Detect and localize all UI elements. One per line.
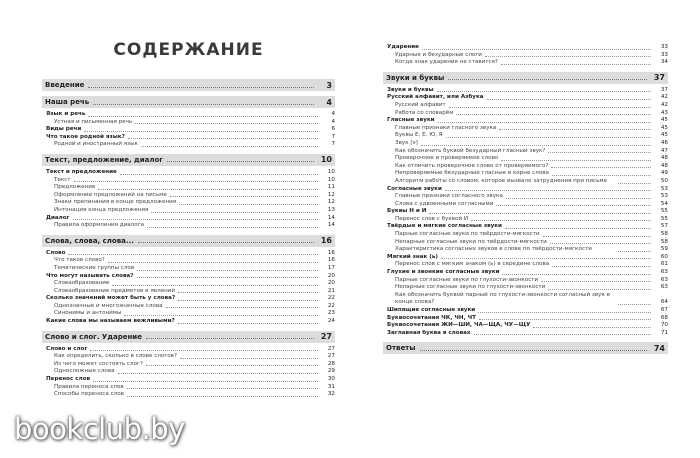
toc-page-number: 33 <box>660 44 668 50</box>
dot-leader <box>128 138 318 139</box>
toc-page-number: 10 <box>327 176 335 183</box>
dot-leader <box>120 174 318 175</box>
toc-entry-title: Предложение <box>54 184 96 191</box>
dot-leader <box>618 304 651 305</box>
toc-heading <box>42 134 335 142</box>
toc-page-number: 7 <box>331 133 335 140</box>
toc-page-number: 45 <box>660 132 668 139</box>
toc-heading <box>383 223 668 231</box>
toc-page-number: 4 <box>326 97 332 107</box>
toc-page-number: 55 <box>660 208 668 215</box>
toc-page-number: 4 <box>331 118 335 125</box>
dot-leader <box>178 300 318 301</box>
toc-heading <box>42 346 335 354</box>
toc-section <box>42 154 335 166</box>
dot-leader <box>178 323 318 324</box>
dot-leader <box>88 116 318 117</box>
toc-page-number: 20 <box>327 272 335 279</box>
toc-entry-title: Словаобразование предметов и явлений <box>54 287 176 294</box>
toc-page-number: 33 <box>660 51 668 58</box>
dot-leader <box>618 183 651 184</box>
dot-leader <box>449 107 651 108</box>
toc-heading <box>383 269 668 277</box>
toc-page-number: 63 <box>660 269 668 276</box>
dot-leader <box>68 254 318 255</box>
toc-entry <box>42 303 335 311</box>
toc-section <box>383 342 668 354</box>
toc-entry-title: Перенос слов с буквой Й <box>395 215 469 222</box>
toc-page-number: 29 <box>327 368 335 375</box>
toc-heading <box>383 307 668 315</box>
toc-entry-title: Синонимы и антонимы <box>54 310 122 317</box>
dot-leader <box>541 281 651 282</box>
toc-entry <box>42 353 335 361</box>
toc-entry-title: Родной и иностранный язык <box>54 141 138 148</box>
dot-leader <box>501 160 651 161</box>
toc-entry <box>383 246 668 254</box>
toc-entry-title: Что такое слово? <box>54 257 105 264</box>
toc-entry <box>383 52 668 60</box>
toc-heading <box>383 322 668 330</box>
toc-page-number: 42 <box>660 94 668 101</box>
toc-entry-title: Слово и слог <box>46 345 88 352</box>
toc-entry-title: Звуки и буквы <box>386 73 445 82</box>
toc-entry-title: Устная и письменная речь <box>54 118 133 125</box>
toc-entry <box>42 199 335 207</box>
dot-leader <box>179 204 318 205</box>
toc-entry-title: Главные признаки гласного звука <box>395 124 497 131</box>
toc-page-number: 14 <box>327 214 335 221</box>
toc-entry <box>42 265 335 273</box>
toc-page-number: 21 <box>327 287 335 294</box>
dot-leader <box>552 266 651 267</box>
toc-entry-title: Буквосочетания ЖИ—ШИ, ЧА—ЩА, ЧУ—ЩУ <box>387 322 531 329</box>
toc-page-number: 58 <box>660 231 668 238</box>
dot-leader <box>618 251 651 252</box>
dot-leader <box>551 167 651 168</box>
toc-page-number: 55 <box>660 215 668 222</box>
toc-entry-title: Как обозначить буквой безударный гласный звук? <box>395 147 546 154</box>
toc-entry-title: Парные согласные звуки по твёрдости-мягкости <box>395 231 540 238</box>
toc-page-number: 70 <box>660 322 668 329</box>
toc-entry-title: Шипящие согласные звуки <box>387 307 476 313</box>
toc-page-number: 7 <box>331 141 335 148</box>
toc-heading <box>42 376 335 384</box>
toc-entry-title: Текст <box>54 176 71 183</box>
toc-entry <box>383 140 668 148</box>
toc-heading <box>42 169 335 177</box>
toc-entry <box>42 192 335 200</box>
dot-leader <box>112 285 318 286</box>
toc-entry-title: Слова, слова, слова... <box>45 236 134 245</box>
toc-page-number: 10 <box>327 168 335 175</box>
dot-leader <box>429 213 651 214</box>
toc-entry-title: Текст, предложение, диалог <box>45 155 163 164</box>
dot-leader <box>422 49 651 50</box>
toc-page-number: 58 <box>660 238 668 245</box>
toc-left-column <box>42 74 335 399</box>
toc-entry-title: Согласные звуки <box>387 185 442 192</box>
toc-page-number: 37 <box>653 73 665 83</box>
toc-entry <box>383 193 668 201</box>
toc-page-number: 59 <box>660 246 668 253</box>
toc-heading <box>42 295 335 303</box>
dot-leader <box>445 190 651 191</box>
toc-heading <box>383 44 668 52</box>
toc-page-number: 12 <box>327 199 335 206</box>
toc-page-number: 31 <box>327 383 335 390</box>
dot-leader <box>146 334 314 339</box>
toc-section <box>42 79 335 91</box>
dot-leader <box>166 307 318 308</box>
toc-entry <box>42 368 335 376</box>
toc-entry-title: Непарные согласные звуки по глухости-звонкости <box>395 284 546 291</box>
toc-entry-title: Алгоритм работы со словом, которое вызвало затруднения при письме <box>395 177 608 184</box>
toc-entry-title: Что такое родной язык? <box>46 133 125 140</box>
dot-leader <box>485 56 651 57</box>
toc-entry-title: Как отличить проверочное слово от проверяемого? <box>395 162 549 169</box>
toc-page-number: 63 <box>660 276 668 283</box>
toc-page-number: 3 <box>326 80 332 90</box>
toc-entry-title: Текст и предложение <box>46 168 117 175</box>
dot-leader <box>448 75 647 80</box>
toc-entry <box>383 201 668 209</box>
toc-page-number: 13 <box>327 206 335 213</box>
toc-entry-title: Правила оформления диалога <box>54 222 145 229</box>
toc-page-number: 54 <box>660 200 668 207</box>
toc-entry <box>383 277 668 285</box>
toc-entry-title: Буквы Е, Ё, Ю, Я <box>395 132 443 139</box>
toc-page-number: 53 <box>660 193 668 200</box>
toc-entry-title: Знаки препинания в конце предложения <box>54 199 177 206</box>
toc-entry <box>42 257 335 265</box>
toc-page-number: 34 <box>660 59 668 66</box>
toc-entry <box>383 261 668 269</box>
toc-entry-title: Непроверяемые безударные гласные в корне слова <box>395 170 549 177</box>
toc-entry-title: Твёрдые и мягкие согласные звуки <box>387 223 502 230</box>
dot-leader <box>137 270 318 271</box>
toc-page-number: 42 <box>660 101 668 108</box>
toc-page-number: 20 <box>327 280 335 287</box>
toc-entry-title: Наша речь <box>45 98 90 106</box>
toc-page-number: 27 <box>327 345 335 352</box>
toc-entry-title: Русский алфавит, или Азбука <box>387 94 484 101</box>
dot-leader <box>420 346 647 351</box>
toc-entry-title: Мягкий знак (ь) <box>387 253 438 260</box>
toc-page-number: 45 <box>660 117 668 124</box>
dot-leader <box>438 122 651 123</box>
toc-entry-title: Сколько значений может быть у слова? <box>46 295 176 302</box>
toc-entry-title: Словаобразование <box>54 280 110 287</box>
toc-heading <box>42 273 335 281</box>
toc-page-number: 43 <box>660 109 668 116</box>
toc-entry-title: Способы переноса слов <box>54 391 124 398</box>
toc-entry <box>383 178 668 186</box>
toc-entry-title: Парные согласные звуки по глухости-звонкости <box>395 276 539 283</box>
toc-page-number: 45 <box>660 124 668 131</box>
toc-entry-title: Работа со словарём <box>395 109 454 116</box>
dot-leader <box>74 181 318 182</box>
toc-right-column <box>383 44 668 357</box>
toc-entry <box>383 102 668 110</box>
dot-leader <box>137 277 318 278</box>
toc-entry-title: Характеристика согласных звуков в слове по твёрдости-мягкости <box>395 246 592 253</box>
dot-leader <box>446 137 651 138</box>
toc-page-number: 63 <box>660 284 668 291</box>
toc-page-number: 16 <box>327 257 335 264</box>
toc-page-number: 60 <box>660 253 668 260</box>
toc-entry-title: Виды речи <box>46 126 82 133</box>
dot-leader <box>124 315 318 316</box>
dot-leader <box>127 388 318 389</box>
toc-entry-title: Главные признаки согласного звука <box>395 193 503 200</box>
watermark-logo: bookclub.by <box>14 412 185 446</box>
toc-entry <box>42 391 335 399</box>
dot-leader <box>502 274 651 275</box>
toc-page-number: 37 <box>660 86 668 93</box>
toc-entry-title: Перенос слов с мягким знаком (ь) в середине слова <box>395 261 550 268</box>
toc-entry-title: Непарные согласные звуки по твёрдости-мягкости <box>395 238 547 245</box>
toc-page-number: 47 <box>660 147 668 154</box>
toc-entry <box>42 222 335 230</box>
dot-leader <box>151 212 318 213</box>
toc-entry-title: Что могут называть слова? <box>46 272 134 279</box>
toc-page-number: 22 <box>327 302 335 309</box>
dot-leader <box>441 258 651 259</box>
dot-leader <box>505 228 651 229</box>
toc-entry-title: Диалог <box>46 214 70 221</box>
toc-entry <box>42 119 335 127</box>
toc-entry-title: Как определить, сколько в слове слогов? <box>54 353 177 360</box>
toc-entry <box>383 216 668 224</box>
toc-entry <box>383 132 668 140</box>
toc-page-number: 67 <box>660 307 668 313</box>
dot-leader <box>543 236 651 237</box>
toc-entry <box>383 148 668 156</box>
dot-leader <box>550 243 651 244</box>
toc-entry-title: Односложные слова <box>54 368 115 375</box>
dot-leader <box>135 123 318 124</box>
toc-page-number: 28 <box>327 360 335 367</box>
toc-heading <box>42 318 335 326</box>
toc-page-number: 6 <box>331 126 335 133</box>
toc-entry <box>383 155 668 163</box>
toc-entry-title: Однозначные и многозначные слова <box>54 302 163 309</box>
toc-entry <box>383 163 668 171</box>
toc-entry-title: Слова с удвоенными согласными <box>395 200 494 207</box>
dot-leader <box>496 205 651 206</box>
toc-page-number: 23 <box>327 310 335 317</box>
toc-page-number: 16 <box>327 249 335 256</box>
toc-entry-title: Тематические группы слов <box>54 264 135 271</box>
toc-page-number: 57 <box>660 223 668 230</box>
toc-page-number: 10 <box>320 155 332 165</box>
toc-entry-title: Слово и слог. Ударение <box>45 332 142 341</box>
dot-leader <box>421 145 651 146</box>
toc-heading <box>383 254 668 262</box>
toc-entry-title: Буквы Н и Й <box>387 208 427 215</box>
toc-entry <box>42 141 335 149</box>
toc-heading <box>383 186 668 194</box>
toc-entry-title: Заглавная буква в словах <box>387 329 471 336</box>
toc-entry-title: Какие слова мы называем вежливыми? <box>46 318 175 325</box>
toc-entry-title: Слово <box>46 249 66 256</box>
toc-entry <box>42 184 335 192</box>
dot-leader <box>108 262 318 263</box>
toc-page-number: 27 <box>327 353 335 360</box>
toc-entry-title: Звук [э] <box>395 139 418 146</box>
toc-page-number: 46 <box>660 139 668 146</box>
dot-leader <box>548 152 651 153</box>
toc-entry-title: Ответы <box>386 344 416 353</box>
toc-entry <box>42 207 335 215</box>
dot-leader <box>73 219 318 220</box>
toc-entry <box>42 288 335 296</box>
toc-page-number: 32 <box>327 391 335 398</box>
dot-leader <box>178 292 318 293</box>
toc-entry-title: Как обозначить буквой парный по глухости-звонкости согласный звук в конце слова? <box>395 291 610 306</box>
toc-entry-title: Русский алфавит <box>395 101 446 108</box>
toc-heading <box>383 208 668 216</box>
dot-leader <box>479 319 651 320</box>
toc-page-number: 71 <box>660 329 668 336</box>
toc-entry-title: Интонация конца предложения <box>54 206 149 213</box>
toc-entry-title: Гласные звуки <box>387 117 435 124</box>
toc-entry-title: Ударение <box>387 44 419 50</box>
toc-section <box>42 96 335 108</box>
toc-heading <box>383 330 668 338</box>
toc-page-number: 11 <box>327 184 335 191</box>
toc-entry <box>42 280 335 288</box>
toc-entry <box>383 292 668 307</box>
dot-leader <box>138 238 314 243</box>
toc-page-number: 50 <box>660 177 668 184</box>
toc-entry <box>383 284 668 292</box>
dot-leader <box>552 175 651 176</box>
dot-leader <box>180 358 318 359</box>
toc-heading <box>383 117 668 125</box>
toc-entry-title: Буквосочетания ЧК, ЧН, ЧТ <box>387 314 476 321</box>
toc-entry-title: Введение <box>45 81 85 89</box>
dot-leader <box>501 64 651 65</box>
dot-leader <box>88 83 314 88</box>
toc-entry-title: Правила переноса слов <box>54 383 124 390</box>
dot-leader <box>437 91 651 92</box>
toc-page-number: 53 <box>660 185 668 192</box>
toc-entry-title: Из чего может состоять слог? <box>54 360 143 367</box>
dot-leader <box>147 227 318 228</box>
dot-leader <box>127 396 318 397</box>
toc-entry-title: Глухие и звонкие согласные звуки <box>387 269 500 276</box>
toc-entry <box>383 170 668 178</box>
dot-leader <box>506 198 651 199</box>
dot-leader <box>487 99 651 100</box>
toc-page-number: 4 <box>331 111 335 117</box>
toc-section <box>383 72 668 84</box>
dot-leader <box>141 146 318 147</box>
toc-entry-title: Ударные и безударные слоги <box>395 51 482 58</box>
toc-entry-title: Звуки и буквы <box>387 86 434 93</box>
toc-entry <box>383 239 668 247</box>
toc-page-number: 14 <box>327 222 335 229</box>
dot-leader <box>146 365 318 366</box>
toc-heading <box>42 111 335 119</box>
toc-page-number: 68 <box>660 314 668 321</box>
dot-leader <box>98 189 318 190</box>
toc-page-number: 22 <box>327 295 335 302</box>
toc-heading <box>42 250 335 258</box>
dot-leader <box>118 373 318 374</box>
toc-page-number: 48 <box>660 162 668 169</box>
toc-section <box>42 331 335 343</box>
dot-leader <box>93 100 314 105</box>
toc-page-number: 48 <box>660 155 668 162</box>
toc-entry <box>383 125 668 133</box>
toc-page-number: 24 <box>327 318 335 325</box>
toc-entry-title: Язык и речь <box>46 111 86 117</box>
toc-entry <box>42 177 335 185</box>
toc-heading <box>42 215 335 223</box>
dot-leader <box>170 196 318 197</box>
dot-leader <box>533 327 651 328</box>
dot-leader <box>456 114 651 115</box>
toc-entry-title: Перенос слов <box>46 376 91 383</box>
toc-entry-title: Оформление предложений на письме <box>54 191 167 198</box>
toc-heading <box>42 126 335 134</box>
dot-leader <box>478 312 651 313</box>
dot-leader <box>548 289 651 290</box>
toc-entry <box>42 310 335 318</box>
toc-heading <box>383 87 668 95</box>
toc-page-number: 27 <box>320 332 332 342</box>
toc-section <box>42 235 335 247</box>
toc-page-number: 74 <box>653 343 665 353</box>
page-title: СОДЕРЖАНИЕ <box>113 40 264 60</box>
dot-leader <box>167 157 314 162</box>
toc-entry-title: Когда знак ударения не ставится? <box>395 59 498 66</box>
toc-entry <box>42 384 335 392</box>
toc-page-number: 16 <box>320 236 332 246</box>
toc-page-number: 64 <box>660 299 668 306</box>
dot-leader <box>474 334 651 335</box>
toc-heading <box>383 94 668 102</box>
toc-page-number: 49 <box>660 170 668 177</box>
dot-leader <box>93 381 318 382</box>
dot-leader <box>90 350 318 351</box>
toc-entry <box>42 361 335 369</box>
toc-page-number: 17 <box>327 264 335 271</box>
toc-entry <box>383 231 668 239</box>
toc-entry <box>383 59 668 67</box>
toc-page-number: 12 <box>327 191 335 198</box>
toc-page-number: 30 <box>327 376 335 383</box>
dot-leader <box>84 131 318 132</box>
toc-entry-title: Проверочное и проверяемое слово <box>395 155 499 162</box>
dot-leader <box>471 220 651 221</box>
toc-entry <box>383 110 668 118</box>
toc-heading <box>383 315 668 323</box>
toc-page-number: 61 <box>660 261 668 268</box>
dot-leader <box>499 129 651 130</box>
